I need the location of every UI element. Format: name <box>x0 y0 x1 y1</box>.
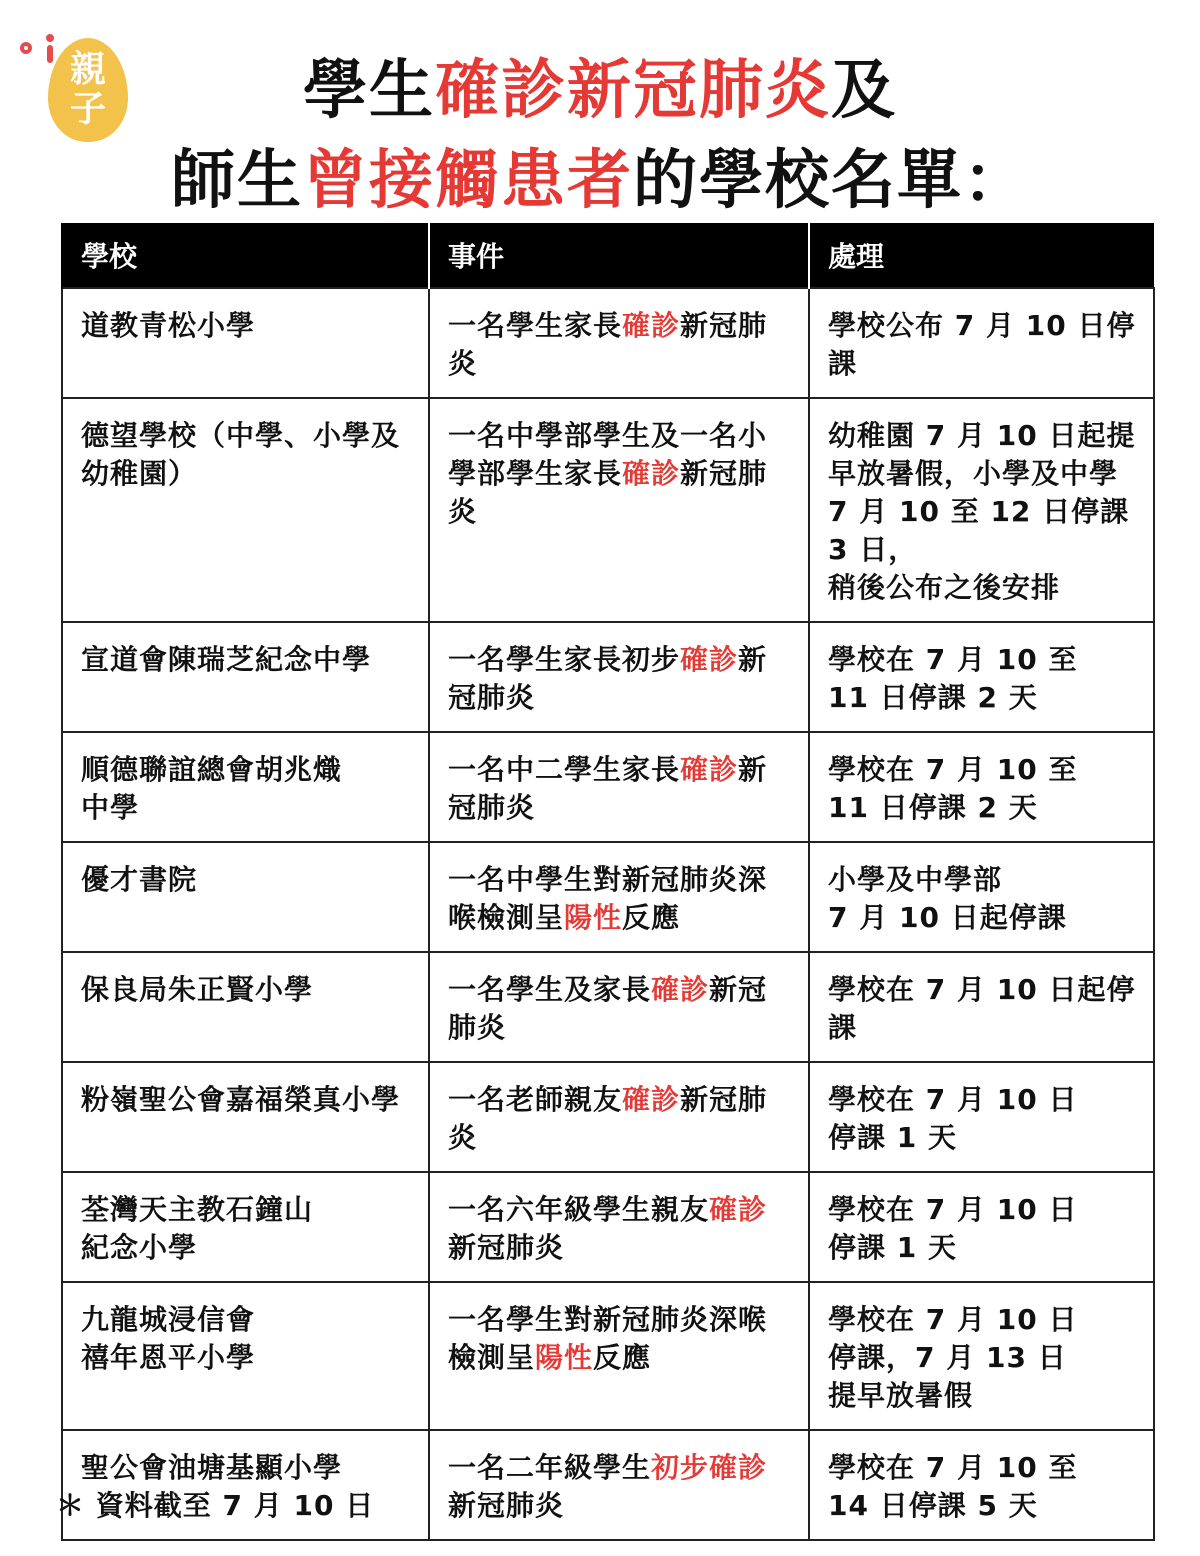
cell-school: 德望學校（中學、小學及幼稚園） <box>62 398 429 622</box>
text-segment: 一名學生家長初步 <box>448 643 681 676</box>
cell-school: 荃灣天主教石鐘山 紀念小學 <box>62 1172 429 1282</box>
text-segment: 新冠肺炎 <box>448 1231 565 1264</box>
cell-event <box>429 398 809 622</box>
text-segment: 反應 <box>593 1341 652 1374</box>
text-segment: 一名學生對新冠肺炎深喉檢測呈 <box>448 1303 768 1374</box>
table-row <box>62 1062 1154 1172</box>
cell-event <box>429 1172 809 1282</box>
cell-event <box>429 1282 809 1430</box>
highlight-text: 初步確診 <box>651 1451 768 1484</box>
highlight-text: 確診 <box>680 753 739 786</box>
text-segment: 一名學生家長 <box>448 309 623 342</box>
cell-school: 保良局朱正賢小學 <box>62 952 429 1062</box>
column-header-event: 事件 <box>429 223 809 288</box>
highlight-text: 確診 <box>680 643 739 676</box>
cell-school: 粉嶺聖公會嘉福榮真小學 <box>62 1062 429 1172</box>
text-segment: 一名老師親友 <box>448 1083 623 1116</box>
page-title <box>0 46 1200 226</box>
cell-school: 宣道會陳瑞芝紀念中學 <box>62 622 429 732</box>
schools-table <box>61 223 1155 1541</box>
cell-school: 聖公會油塘基顯小學 <box>62 1430 429 1540</box>
cell-event <box>429 1062 809 1172</box>
text-segment: 一名學生及家長 <box>448 973 652 1006</box>
highlight-text: 確診 <box>709 1193 768 1226</box>
title-line-2 <box>0 136 1200 226</box>
column-header-school: 學校 <box>62 223 429 288</box>
text-segment: 一名中學生對新冠肺炎深喉檢測呈 <box>448 863 768 934</box>
highlight-text: 確診 <box>622 309 681 342</box>
text-segment: 新冠肺炎 <box>448 457 768 528</box>
table-row <box>62 288 1154 398</box>
highlight-text: 確診新冠肺炎 <box>435 54 831 128</box>
table-header-row <box>62 223 1154 288</box>
text-segment: 新冠肺炎 <box>448 309 768 380</box>
text-segment: 反應 <box>622 901 681 934</box>
text-segment: 新冠肺炎 <box>448 1489 565 1522</box>
highlight-text: 陽性 <box>564 901 623 934</box>
table-row <box>62 1172 1154 1282</box>
cell-event <box>429 842 809 952</box>
cell-event <box>429 952 809 1062</box>
cell-action: 學校在 7 月 10 日起停課 <box>809 952 1154 1062</box>
highlight-text: 確診 <box>651 973 710 1006</box>
cell-event <box>429 1430 809 1540</box>
table-row <box>62 732 1154 842</box>
cell-action: 學校在 7 月 10 日 停課 1 天 <box>809 1062 1154 1172</box>
cell-school: 順德聯誼總會胡兆熾 中學 <box>62 732 429 842</box>
table-row <box>62 1282 1154 1430</box>
table-row <box>62 842 1154 952</box>
cell-action: 學校在 7 月 10 至 14 日停課 5 天 <box>809 1430 1154 1540</box>
highlight-text: 確診 <box>622 457 681 490</box>
cell-action: 學校在 7 月 10 至 11 日停課 2 天 <box>809 732 1154 842</box>
text-segment: 師生 <box>171 144 303 218</box>
text-segment: 一名中學部學生及一名小學部學生家長 <box>448 419 768 490</box>
cell-action: 學校在 7 月 10 日 停課，7 月 13 日 提早放暑假 <box>809 1282 1154 1430</box>
text-segment: 新冠肺炎 <box>448 1083 768 1154</box>
cell-event <box>429 732 809 842</box>
text-segment: 及 <box>831 54 897 128</box>
cell-action: 學校在 7 月 10 日 停課 1 天 <box>809 1172 1154 1282</box>
logo-text: 親 子 <box>69 49 106 130</box>
cell-action: 學校公布 7 月 10 日停課 <box>809 288 1154 398</box>
cell-action: 小學及中學部 7 月 10 日起停課 <box>809 842 1154 952</box>
cell-action: 幼稚園 7 月 10 日起提早放暑假，小學及中學 7 月 10 至 12 日停課 3 日， 稍後公布之後安排 <box>809 398 1154 622</box>
text-segment: 一名二年級學生 <box>448 1451 652 1484</box>
footnote: ＊ 資料截至 7 月 10 日 <box>56 1489 375 1522</box>
text-segment: 新冠肺炎 <box>448 643 768 714</box>
title-line-1 <box>0 46 1200 136</box>
cell-action: 學校在 7 月 10 至 11 日停課 2 天 <box>809 622 1154 732</box>
table-row <box>62 622 1154 732</box>
text-segment: 學生 <box>303 54 435 128</box>
text-segment: 新冠肺炎 <box>448 973 768 1044</box>
table-row <box>62 398 1154 622</box>
cell-school: 優才書院 <box>62 842 429 952</box>
text-segment: 新冠肺炎 <box>448 753 768 824</box>
column-header-action: 處理 <box>809 223 1154 288</box>
cell-event <box>429 622 809 732</box>
table-row <box>62 952 1154 1062</box>
highlight-text: 曾接觸患者 <box>303 144 633 218</box>
cell-event <box>429 288 809 398</box>
text-segment: 一名六年級學生親友 <box>448 1193 710 1226</box>
cell-school: 道教青松小學 <box>62 288 429 398</box>
text-segment: 一名中二學生家長 <box>448 753 681 786</box>
text-segment: 的學校名單： <box>633 144 1029 218</box>
logo-i-dot <box>46 34 54 42</box>
cell-school: 九龍城浸信會 禧年恩平小學 <box>62 1282 429 1430</box>
highlight-text: 陽性 <box>535 1341 594 1374</box>
highlight-text: 確診 <box>622 1083 681 1116</box>
table-body <box>62 288 1154 1540</box>
